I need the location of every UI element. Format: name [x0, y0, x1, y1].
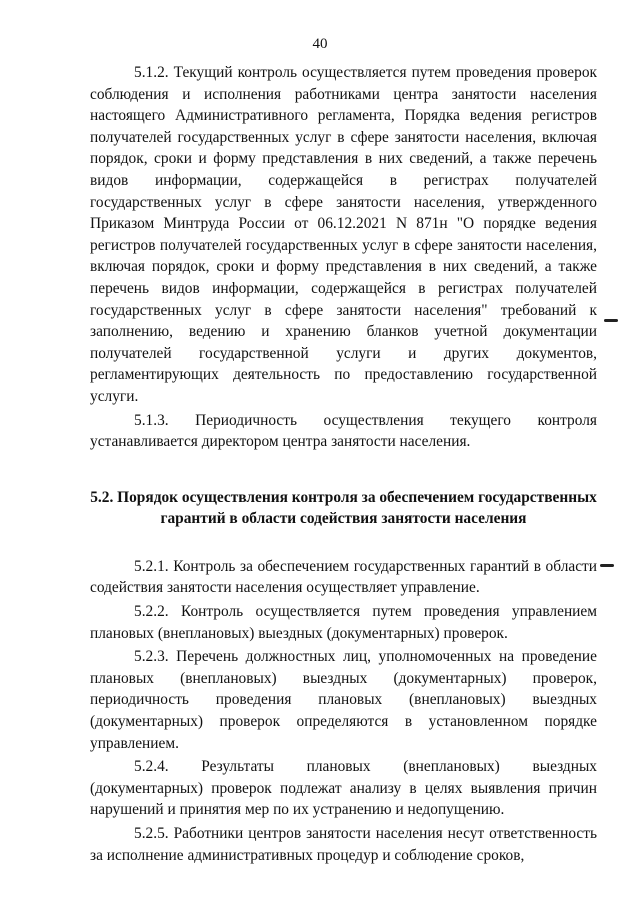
scan-mark	[600, 564, 614, 567]
paragraph-5-2-4: 5.2.4. Результаты плановых (внеплановых) выездных (документарных) проверок подлежат анализу в целях выявления причин нарушений и принятия мер по их устранению и недопущению.	[90, 758, 597, 819]
paragraph-5-2-1: 5.2.1. Контроль за обеспечением государственных гарантий в области содействия занятости населения осуществляет управление.	[90, 557, 597, 597]
page-number: 40	[312, 36, 328, 52]
scan-mark	[604, 319, 618, 322]
paragraph-5-1-3: 5.1.3. Периодичность осуществления текущего контроля устанавливается директором центра занятости населения.	[90, 411, 597, 451]
paragraph-5-1-2: 5.1.2. Текущий контроль осуществляется путем проведения проверок соблюдения и исполнения работниками центра занятости населения настоящего Административного регламента, Порядка ведения регистров получателей государственных услуг в сфере занятости населения, включая порядок, сроки и форму представления в них сведений, а также перечень видов информации, содержащейся в регистрах получателей государственных услуг в сфере занятости населения, утвержденного Приказом Минтруда России от 06.12.2021 N 871н "О порядке ведения регистров получателей государственных услуг в сфере занятости населения, включая порядок, сроки и форму представления в них сведений, а также перечень видов информации, содержащейся в регистрах получателей государственных услуг в сфере занятости населения" требований к заполнению, ведению и хранению бланков учетной документации получателей государственной услуги и других документов, регламентирующих деятельность по предоставлению государственной услуги.	[90, 64, 597, 405]
document-body	[90, 62, 597, 866]
paragraph-5-2-3: 5.2.3. Перечень должностных лиц, уполномоченных на проведение плановых (внеплановых) выездных (документарных) проверок, периодичность проведения плановых (внеплановых) выездных (документарных) проверок определяются в установленном порядке управлением.	[90, 648, 597, 752]
paragraph-5-2-2: 5.2.2. Контроль осуществляется путем проведения управлением плановых (внеплановых) выездных (документарных) проверок.	[90, 603, 597, 642]
section-heading-5-2: 5.2. Порядок осуществления контроля за обеспечением государственных гарантий в области содействия занятости населения	[90, 488, 597, 528]
paragraph-5-2-5: 5.2.5. Работники центров занятости населения несут ответственность за исполнение административных процедур и соблюдение сроков,	[90, 825, 597, 864]
